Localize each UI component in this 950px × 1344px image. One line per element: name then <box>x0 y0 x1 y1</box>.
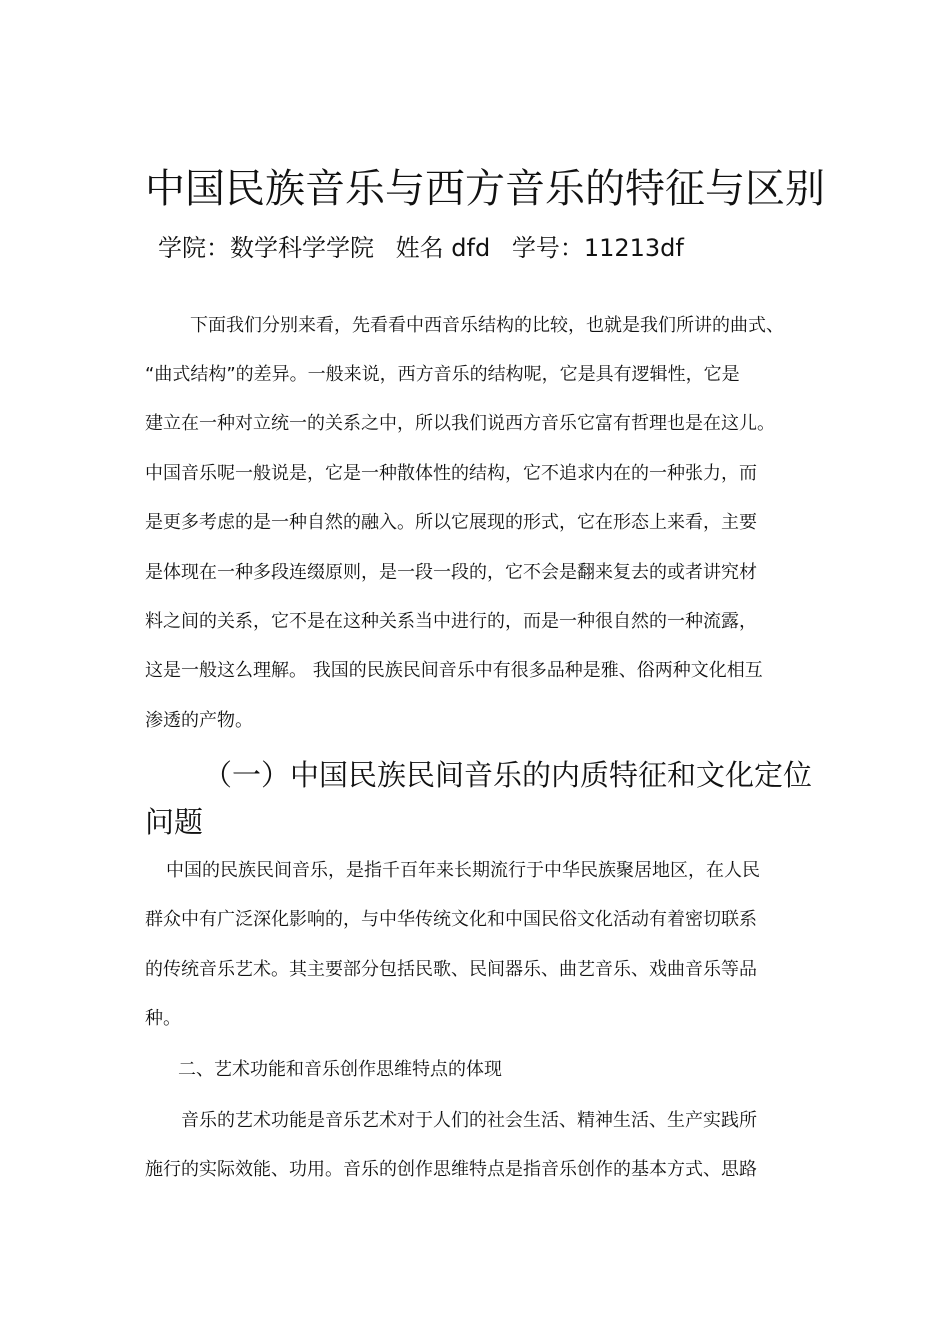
author-info <box>158 230 698 266</box>
paragraph2-line: 种。 <box>145 1008 181 1029</box>
paragraph2-line: 中国的民族民间音乐，是指千百年来长期流行于中华民族聚居地区，在人民 <box>166 860 760 881</box>
name-label: 姓名 dfd <box>395 234 491 262</box>
paragraph1-line: “曲式结构”的差异。一般来说，西方音乐的结构呢，它是具有逻辑性，它是 <box>145 364 740 385</box>
section-heading-line: 问题 <box>145 805 204 839</box>
paragraph3-line: 施行的实际效能、功用。音乐的创作思维特点是指音乐创作的基本方式、思路 <box>145 1159 757 1180</box>
paragraph1-line: 下面我们分别来看，先看看中西音乐结构的比较，也就是我们所讲的曲式、 <box>190 315 784 336</box>
document-title: 中国民族音乐与西方音乐的特征与区别 <box>145 166 825 212</box>
paragraph1-line: 中国音乐呢一般说是，它是一种散体性的结构，它不追求内在的一种张力，而 <box>145 463 757 484</box>
paragraph2-line: 的传统音乐艺术。其主要部分包括民歌、民间器乐、曲艺音乐、戏曲音乐等品 <box>145 959 757 980</box>
section-heading-line: （一）中国民族民间音乐的内质特征和文化定位 <box>203 758 813 792</box>
paragraph1-line: 渗透的产物。 <box>145 710 253 731</box>
subsection-heading: 二、艺术功能和音乐创作思维特点的体现 <box>178 1059 502 1080</box>
paragraph2-line: 群众中有广泛深化影响的，与中华传统文化和中国民俗文化活动有着密切联系 <box>145 909 757 930</box>
paragraph1-line: 料之间的关系，它不是在这种关系当中进行的，而是一种很自然的一种流露， <box>145 611 757 632</box>
paragraph1-line: 是体现在一种多段连缀原则，是一段一段的，它不会是翻来复去的或者讲究材 <box>145 562 757 583</box>
student-id-label: 学号：11213df <box>511 234 684 262</box>
paragraph1-line: 建立在一种对立统一的关系之中，所以我们说西方音乐它富有哲理也是在这儿。 <box>145 413 775 434</box>
college-label: 学院：数学科学学院 <box>158 234 374 262</box>
paragraph1-line: 这是一般这么理解。 我国的民族民间音乐中有很多品种是雅、俗两种文化相互 <box>145 660 763 681</box>
paragraph1-line: 是更多考虑的是一种自然的融入。所以它展现的形式，它在形态上来看，主要 <box>145 512 757 533</box>
paragraph3-line: 音乐的艺术功能是音乐艺术对于人们的社会生活、精神生活、生产实践所 <box>181 1110 757 1131</box>
